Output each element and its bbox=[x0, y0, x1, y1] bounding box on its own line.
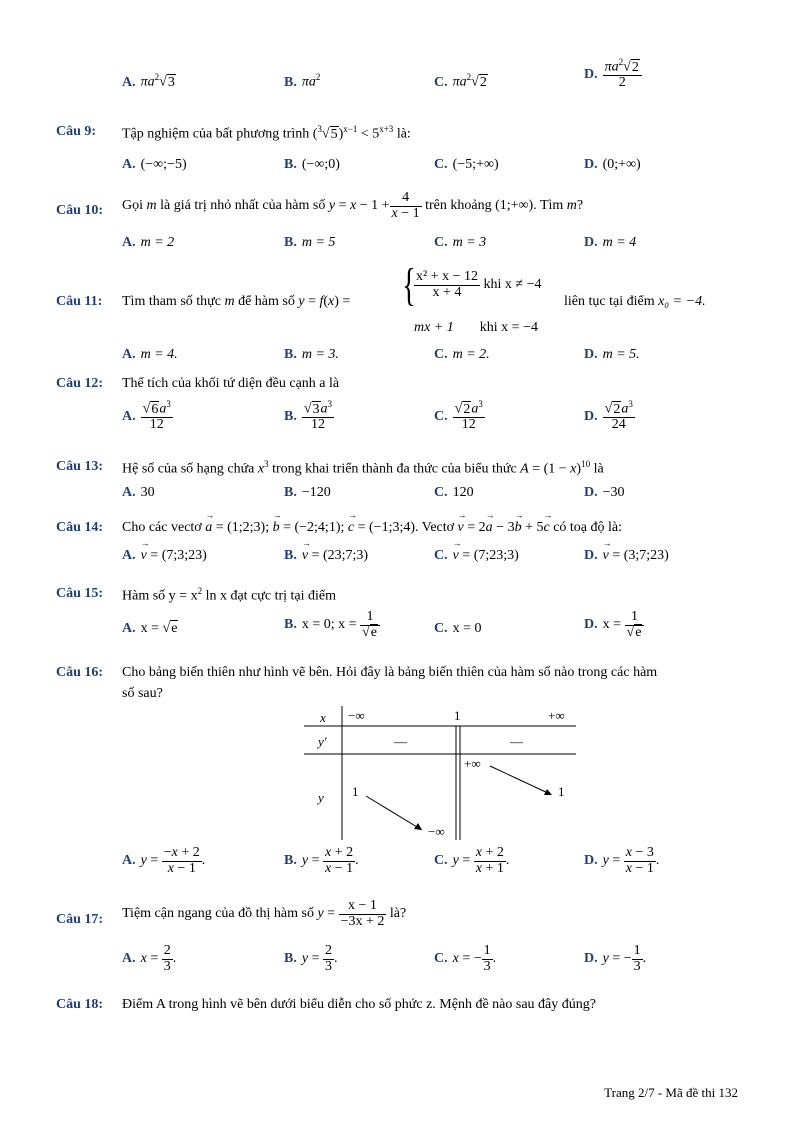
vt-x-label: x bbox=[320, 710, 326, 725]
q14-option-a: A.→ v = (7;3;23) bbox=[122, 548, 207, 564]
q12-option-c: C. $\frac{√2a^3}{12}$ bbox=[434, 399, 483, 433]
q14-option-d: D.→ v = (3;7;23) bbox=[584, 548, 669, 564]
vt-yprime-sign-right: — bbox=[510, 734, 523, 749]
vt-y-label: y bbox=[318, 790, 324, 805]
q8-option-b: B. $\pi a^2$ bbox=[284, 72, 321, 90]
q11-option-c: C. m = 2. bbox=[434, 347, 490, 362]
q14-option-b: B.→ v = (23;7;3) bbox=[284, 548, 368, 564]
q15-option-a: A. x = √e bbox=[122, 621, 178, 636]
vt-y-left-start: 1 bbox=[352, 784, 359, 799]
question-label: Câu 15: bbox=[56, 586, 104, 601]
question-label: Câu 11: bbox=[56, 294, 103, 309]
q11-option-b: B. m = 3. bbox=[284, 347, 339, 362]
q12-option-a: A. $\frac{√6a^3}{12}$ bbox=[122, 399, 171, 433]
question-text: Thể tích của khối tứ diện đều cạnh a là bbox=[122, 376, 340, 391]
q12-option-d: D. $\frac{√2a^3}{24}$ bbox=[584, 399, 633, 433]
question-text: Cho bảng biến thiên như hình vẽ bên. Hỏi đây là bảng biến thiên của hàm số nào trong các hàm bbox=[122, 665, 658, 680]
vt-y-left-end: −∞ bbox=[428, 824, 445, 839]
question-text: Gọi m là giá trị nhỏ nhất của hàm số y = x − 1 + $\frac{4}{x - 1}$ trên khoảng (1;+∞). Tìm m? bbox=[122, 190, 584, 221]
question-text: Tập nghiệm của bất phương trình $(^3√5)^{x-1} < 5^{x+3}$ là: bbox=[122, 124, 411, 142]
q16-option-b: B. y = $\frac{x + 2}{x - 1}$ . bbox=[284, 845, 359, 876]
question-text: Tìm tham số thực m để hàm số y = f(x) = bbox=[122, 294, 351, 309]
vt-yprime-sign-left: — bbox=[394, 734, 407, 749]
question-label: Câu 18: bbox=[56, 997, 104, 1012]
q9-option-b: B. (−∞;0) bbox=[284, 157, 340, 172]
page-footer: Trang 2/7 - Mã đề thi 132 bbox=[604, 1085, 738, 1100]
q15-option-d: D. x = $\frac{1}{√e}$ bbox=[584, 610, 644, 640]
arrow-decreasing-left bbox=[366, 796, 422, 830]
question-text-tail: liên tục tại điểm x₀ = −4. bbox=[564, 294, 706, 309]
q13-option-a: A. 30 bbox=[122, 485, 155, 500]
question-label: Câu 12: bbox=[56, 376, 104, 391]
vt-y-right-end: 1 bbox=[558, 784, 565, 799]
question-text: Hàm số $y = x^2$ ln x đạt cực trị tại điểm bbox=[122, 586, 337, 604]
q10-option-b: B. m = 5 bbox=[284, 235, 336, 250]
variation-table-lines bbox=[304, 706, 576, 840]
question-label: Câu 9: bbox=[56, 124, 97, 139]
question-label: Câu 17: bbox=[56, 912, 104, 927]
question-text: Điểm A trong hình vẽ bên dưới biểu diễn cho số phức z. Mệnh đề nào sau đây đúng? bbox=[122, 997, 596, 1012]
q9-option-d: D. (0;+∞) bbox=[584, 157, 641, 172]
q15-option-c: C. x = 0 bbox=[434, 621, 482, 636]
q8-option-d: D. $\frac{\pi a^2√2}{2}$ bbox=[584, 58, 642, 91]
question-text: Hệ số của số hạng chứa $x^3$ trong khai triển thành đa thức của biểu thức $A = (1 - x)^{10}$ là bbox=[122, 459, 604, 477]
q11-option-a: A. m = 4. bbox=[122, 347, 178, 362]
arrow-decreasing-right bbox=[490, 766, 550, 794]
q13-option-d: D. −30 bbox=[584, 485, 625, 500]
q14-option-c: C.→ v = (7;23;3) bbox=[434, 548, 519, 564]
q17-option-c: C. x = − $\frac{1}{3}$ . bbox=[434, 943, 497, 974]
piecewise-case-2: mx + 1 khi x = −4 bbox=[414, 320, 538, 335]
vt-x-one: 1 bbox=[454, 708, 461, 723]
vt-y-right-start: +∞ bbox=[464, 756, 481, 771]
vt-x-plus-inf: +∞ bbox=[548, 708, 565, 723]
question-label: Câu 10: bbox=[56, 203, 104, 218]
q13-option-b: B. −120 bbox=[284, 485, 331, 500]
piecewise-brace: { bbox=[402, 259, 416, 310]
q10-option-d: D. m = 4 bbox=[584, 235, 637, 250]
q17-option-a: A. x = $\frac{2}{3}$ . bbox=[122, 943, 177, 974]
q13-option-c: C. 120 bbox=[434, 485, 474, 500]
vt-x-minus-inf: −∞ bbox=[348, 708, 365, 723]
question-text: Tiệm cận ngang của đồ thị hàm số y = $\frac{x - 1}{-3x + 2}$ là? bbox=[122, 898, 407, 929]
question-text: Cho các vectơ → a = (1;2;3); → b = (−2;4;1); → c = (−1;3;4). Vectơ → v = 2→ a − 3→ b + 5→ c có toạ độ là: bbox=[122, 520, 622, 536]
vt-yprime-label: y′ bbox=[318, 734, 327, 749]
question-label: Câu 16: bbox=[56, 665, 104, 680]
q16-option-c: C. y = $\frac{x + 2}{x + 1}$ . bbox=[434, 845, 510, 876]
q12-option-b: B. $\frac{√3a^3}{12}$ bbox=[284, 399, 333, 433]
q16-option-a: A. y = $\frac{-x + 2}{x - 1}$ . bbox=[122, 845, 206, 876]
q9-option-a: A. (−∞;−5) bbox=[122, 157, 187, 172]
q10-option-a: A. m = 2 bbox=[122, 235, 175, 250]
question-label: Câu 14: bbox=[56, 520, 104, 535]
q15-option-b: B. x = 0; x = $\frac{1}{√e}$ bbox=[284, 610, 380, 640]
q17-option-d: D. y = − $\frac{1}{3}$ . bbox=[584, 943, 647, 974]
q17-option-b: B. y = $\frac{2}{3}$ . bbox=[284, 943, 338, 974]
q9-option-c: C. (−5;+∞) bbox=[434, 157, 499, 172]
question-text: số sau? bbox=[122, 686, 163, 701]
q8-option-c: C. $\pi a^2√2$ bbox=[434, 72, 487, 90]
q11-option-d: D. m = 5. bbox=[584, 347, 640, 362]
q8-option-a: A. $\pi a^2√3$ bbox=[122, 72, 175, 90]
piecewise-case-1: $\frac{\text{x² + x − 12}}{x + 4}$ khi x ≠ −4 bbox=[416, 269, 542, 300]
question-label: Câu 13: bbox=[56, 459, 104, 474]
variation-table bbox=[304, 706, 576, 840]
q16-option-d: D. y = $\frac{x - 3}{x - 1}$ . bbox=[584, 845, 660, 876]
q10-option-c: C. m = 3 bbox=[434, 235, 487, 250]
